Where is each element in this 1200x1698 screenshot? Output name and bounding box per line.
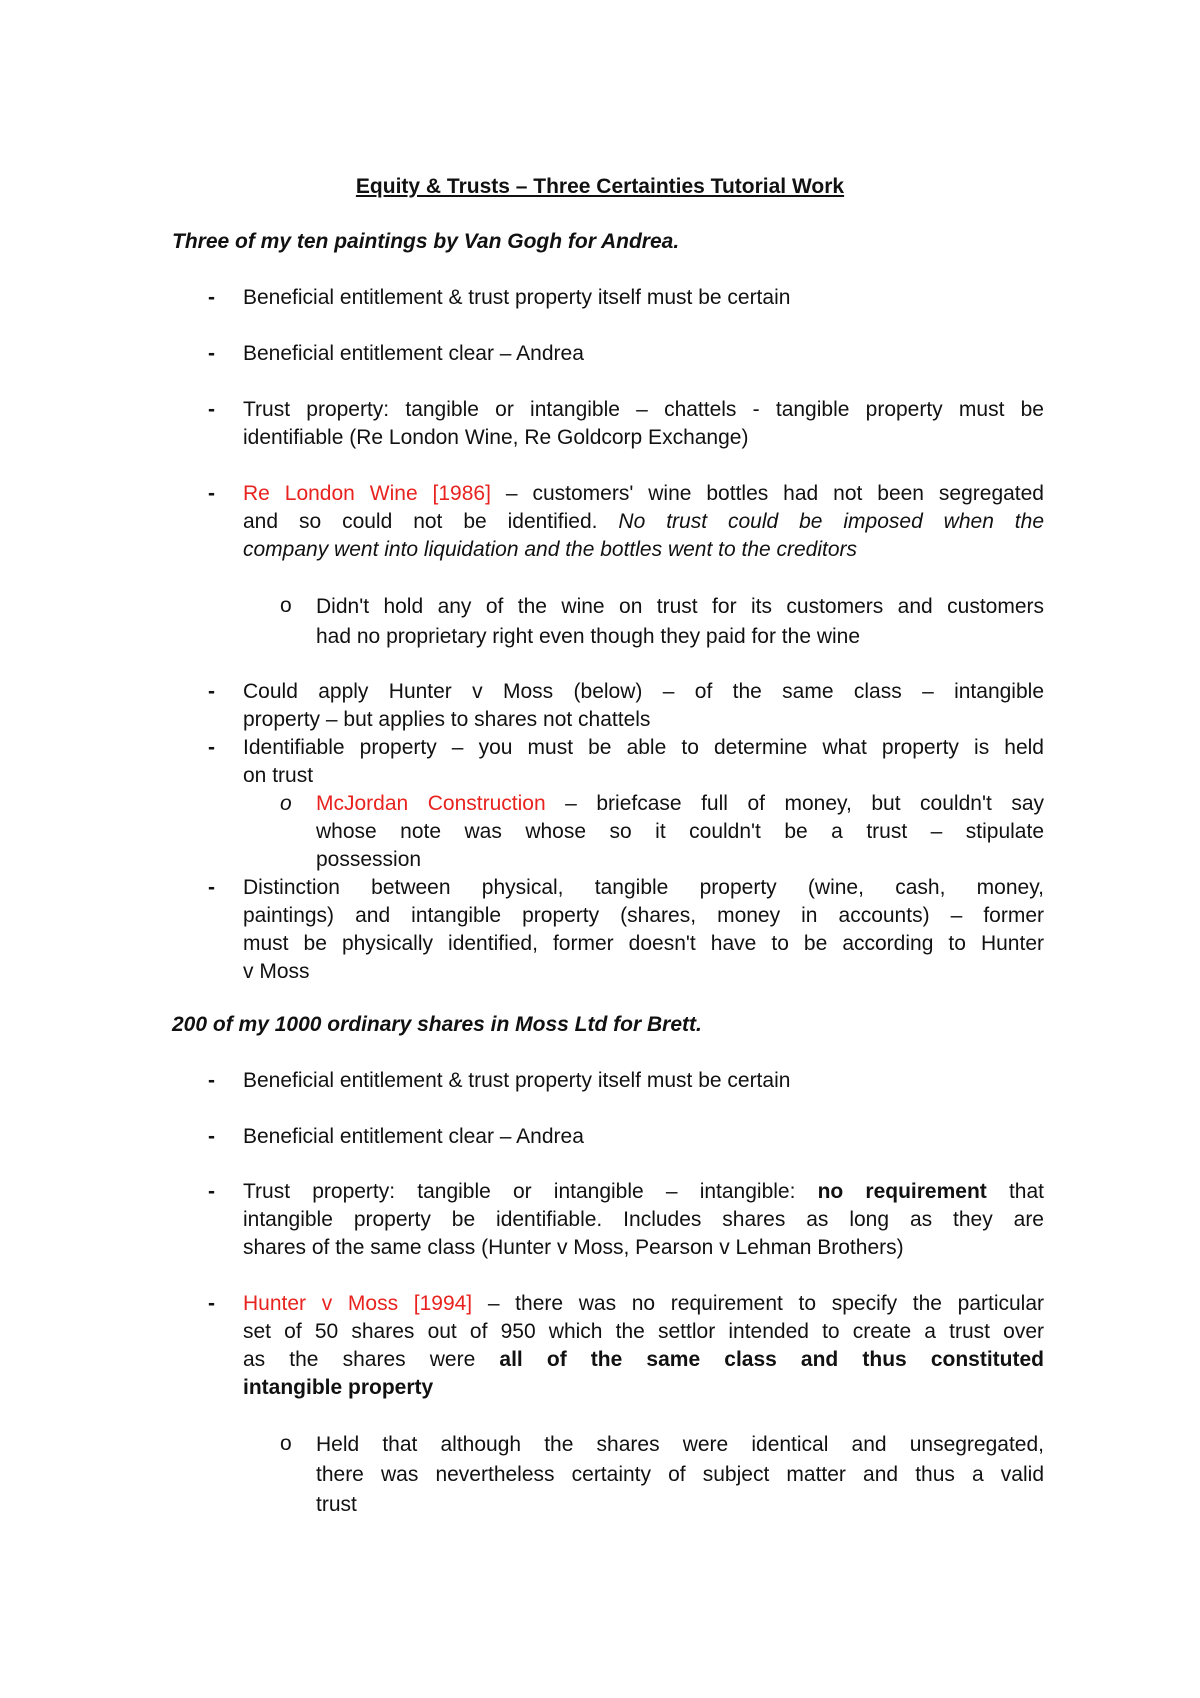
bullet-text: – briefcase full of money, but couldn't say — [545, 792, 1044, 815]
bullet-text: as the shares were — [243, 1348, 500, 1371]
bullet-text: Didn't hold any of the wine on trust for its customers and customers — [316, 595, 1044, 618]
dash-marker: - — [208, 1180, 215, 1203]
bullet-text: shares of the same class (Hunter v Moss, Pearson v Lehman Brothers) — [243, 1236, 904, 1259]
dash-marker: - — [208, 680, 215, 703]
page-title: Equity & Trusts – Three Certainties Tutorial Work — [355, 175, 845, 198]
bullet-text: set of 50 shares out of 950 which the settlor intended to create a trust over — [243, 1320, 1044, 1343]
bullet-text: Beneficial entitlement clear – Andrea — [243, 1125, 584, 1148]
dash-marker: - — [208, 1292, 215, 1315]
bullet-text: property – but applies to shares not chattels — [243, 708, 651, 731]
bullet-text: Distinction between physical, tangible property (wine, cash, money, — [243, 876, 1044, 899]
bullet-text: Beneficial entitlement & trust property itself must be certain — [243, 1069, 791, 1092]
bullet-text: Identifiable property – you must be able to determine what property is held — [243, 736, 1044, 759]
bullet-text: Trust property: tangible or intangible – intangible: — [243, 1180, 818, 1203]
bullet-text: v Moss — [243, 960, 310, 983]
bullet-text: Beneficial entitlement clear – Andrea — [243, 342, 584, 365]
bullet-text: identifiable (Re London Wine, Re Goldcorp Exchange) — [243, 426, 749, 449]
bullet-text-bold: no requirement — [817, 1180, 987, 1203]
section-heading-paintings: Three of my ten paintings by Van Gogh for Andrea. — [172, 230, 680, 253]
bullet-text: must be physically identified, former doesn't have to be according to Hunter — [243, 932, 1044, 955]
dash-marker: - — [208, 398, 215, 421]
dash-marker: - — [208, 482, 215, 505]
bullet-text: trust — [316, 1493, 357, 1516]
bullet-text: there was nevertheless certainty of subject matter and thus a valid — [316, 1463, 1044, 1486]
bullet-text: Could apply Hunter v Moss (below) – of the same class – intangible — [243, 680, 1044, 703]
bullet-text: – customers' wine bottles had not been segregated — [490, 482, 1044, 505]
bullet-text-bold: all of the same class and thus constituted — [499, 1348, 1044, 1371]
bullet-text-bold: intangible property — [243, 1376, 434, 1399]
bullet-text: paintings) and intangible property (shares, money in accounts) – former — [243, 904, 1044, 927]
circle-marker: o — [280, 594, 292, 617]
bullet-text: Trust property: tangible or intangible – chattels - tangible property must be — [243, 398, 1044, 421]
bullet-text: possession — [316, 848, 422, 871]
dash-marker: - — [208, 736, 215, 759]
bullet-text: had no proprietary right even though they paid for the wine — [316, 625, 861, 648]
case-citation: Re London Wine [1986] — [243, 482, 491, 505]
bullet-text: that — [986, 1180, 1044, 1203]
bullet-text: on trust — [243, 764, 314, 787]
case-citation: McJordan Construction — [316, 792, 546, 815]
bullet-text: Beneficial entitlement & trust property itself must be certain — [243, 286, 791, 309]
bullet-text: – there was no requirement to specify the particular — [472, 1292, 1045, 1315]
circle-marker: o — [280, 792, 292, 815]
case-citation: Hunter v Moss [1994] — [243, 1292, 473, 1315]
dash-marker: - — [208, 286, 215, 309]
dash-marker: - — [208, 876, 215, 899]
bullet-text: Held that although the shares were identical and unsegregated, — [316, 1433, 1044, 1456]
dash-marker: - — [208, 342, 215, 365]
bullet-text: whose note was whose so it couldn't be a trust – stipulate — [316, 820, 1044, 843]
bullet-text-italic: No trust could be imposed when the — [618, 510, 1044, 533]
bullet-text: and so could not be identified. — [243, 510, 619, 533]
circle-marker: o — [280, 1432, 292, 1455]
dash-marker: - — [208, 1125, 215, 1148]
section-heading-shares: 200 of my 1000 ordinary shares in Moss Ltd for Brett. — [172, 1013, 702, 1036]
bullet-text-italic: company went into liquidation and the bottles went to the creditors — [243, 538, 858, 561]
bullet-text: intangible property be identifiable. Includes shares as long as they are — [243, 1208, 1044, 1231]
dash-marker: - — [208, 1069, 215, 1092]
